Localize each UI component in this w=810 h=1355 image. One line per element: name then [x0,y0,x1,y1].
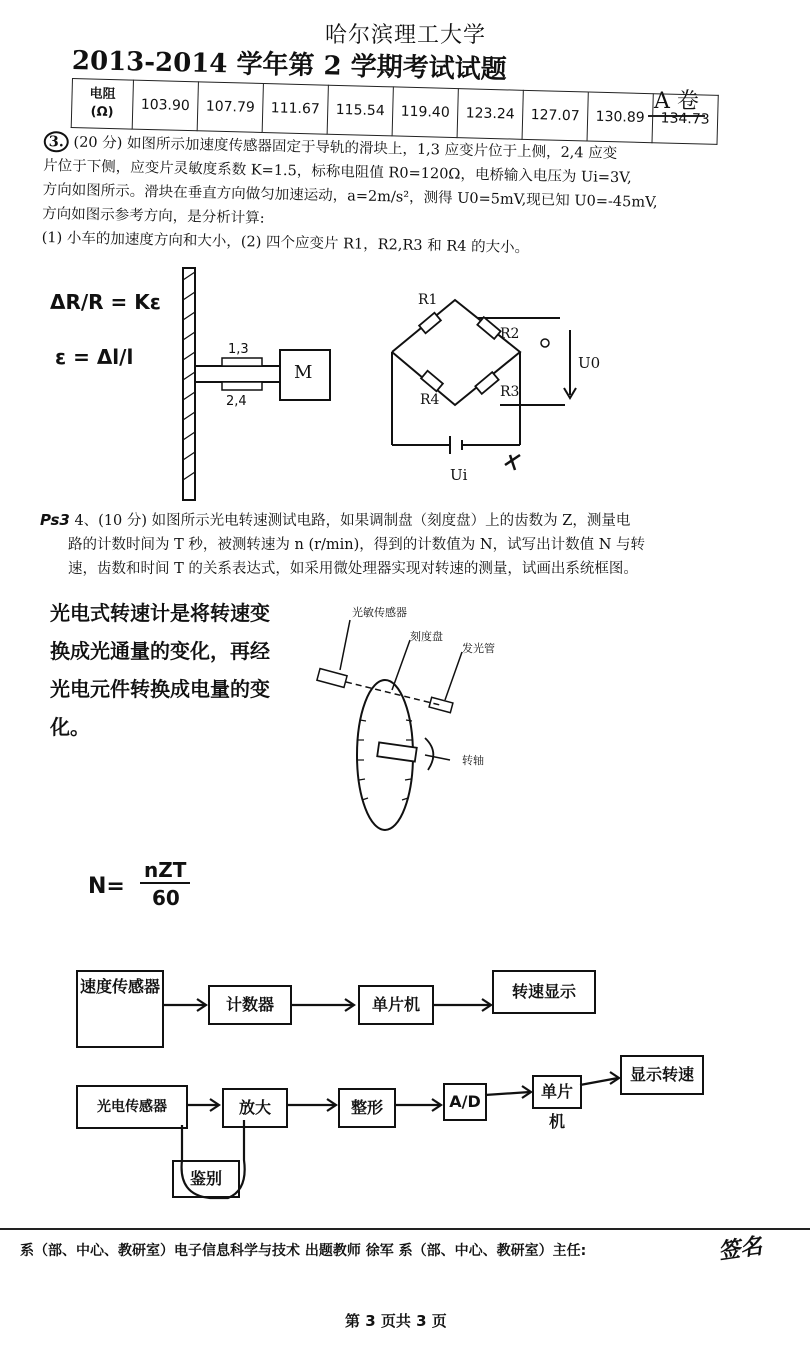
question-4-mark: Ps3 [40,511,70,529]
signature: 签名 [716,1234,764,1265]
table-cell: 123.24 [457,89,523,140]
bridge-r3: R3 [500,384,520,400]
block-display-speed: 显示转速 [620,1055,704,1095]
question-3-mark: 3. [44,131,70,153]
label-disc: 刻度盘 [410,630,443,643]
block-counter: 计数器 [208,985,292,1025]
block-speed-display: 转速显示 [492,970,596,1014]
block-amplifier: 放大 [222,1088,288,1128]
handwritten-answer: 光电式转速计是将转速变 换成光通量的变化，再经 光电元件转换成电量的变 化。 [50,601,270,739]
block-mcu-2: 单片机 [532,1075,582,1109]
table-label: 电阻 (Ω) [71,79,133,130]
handwritten-note-2: ε = Δl/l [55,345,134,369]
university-name: 哈尔滨理工大学 [325,23,487,48]
label-24: 2,4 [226,394,247,409]
bridge-u0: U0 [578,354,601,372]
label-13: 1,3 [228,342,249,357]
table-cell: 111.67 [262,84,328,135]
footer-divider [0,1228,810,1230]
footer-text: 系（部、中心、教研室）电子信息科学与技术 出题教师 徐军 系（部、中心、教研室）主任: [20,1243,587,1259]
formula-denominator: 60 [152,886,180,910]
formula-left: N= [88,874,125,899]
block-discriminator: 鉴别 [172,1160,240,1198]
page-number: 第 3 页共 3 页 [345,1312,447,1330]
label-light: 发光管 [462,642,495,655]
handwritten-note-1: ΔR/R = Kε [50,290,161,314]
table-cell: 130.89 [587,92,653,143]
block-speed-sensor: 速度传感器 [76,970,164,1048]
bridge-r4: R4 [420,392,440,408]
formula-numerator: nZT [140,858,190,884]
bridge-ui: Ui [450,466,468,484]
block-adc: A/D [443,1083,487,1121]
question-4-text: Ps3 4、(10 分) 如图所示光电转速测试电路，如果调制盘（刻度盘）上的齿数为 Z，测量电 路的计数时间为 T 秒，被测转速为 n (r/min)，得到的计数值为 N，试写出计数值 N 与转 速，齿数和时间 T 的关系表达式，如采用微处理器实现对转速的测量，试画出系统框图。 [40,511,646,577]
bridge-r1: R1 [418,292,438,308]
label-sensor: 光敏传感器 [352,606,407,619]
table-cell: 103.90 [132,80,198,131]
table-cell: 127.07 [522,90,588,141]
mass-label: M [294,362,313,383]
block-photo-sensor: 光电传感器 [76,1085,188,1129]
table-cell: 115.54 [327,85,393,136]
paper-version: A 卷 [648,84,705,117]
block-mcu: 单片机 [358,985,434,1025]
block-shaping: 整形 [338,1088,396,1128]
table-cell: 134.73 [652,94,718,145]
label-shaft: 转轴 [462,754,484,767]
bridge-r2: R2 [500,326,520,342]
table-cell: 119.40 [392,87,458,138]
question-3-text: 3. (20 分) 如图所示加速度传感器固定于导轨的滑块上，1,3 应变片位于上侧，2,4 应变 片位于下侧，应变片灵敏度系数 K=1.5，标称电阻值 R0=120Ω，电桥输入电压为 Ui=3V, 方向如图所示。滑块在垂直方向做匀加速运动，a=2m/s²，测得 U0=5mV,现已知 U0=-45mV, 方向如图示参考方向，是分析计算: (1) 小车的加速度方向和大小，(2) 四个应变片 R1，R2,R3 和 R4 的大小。 [41,130,743,265]
exam-title: 2013-2014 学年第 2 学期考试试题 [71,46,507,86]
table-cell: 107.79 [197,82,263,133]
